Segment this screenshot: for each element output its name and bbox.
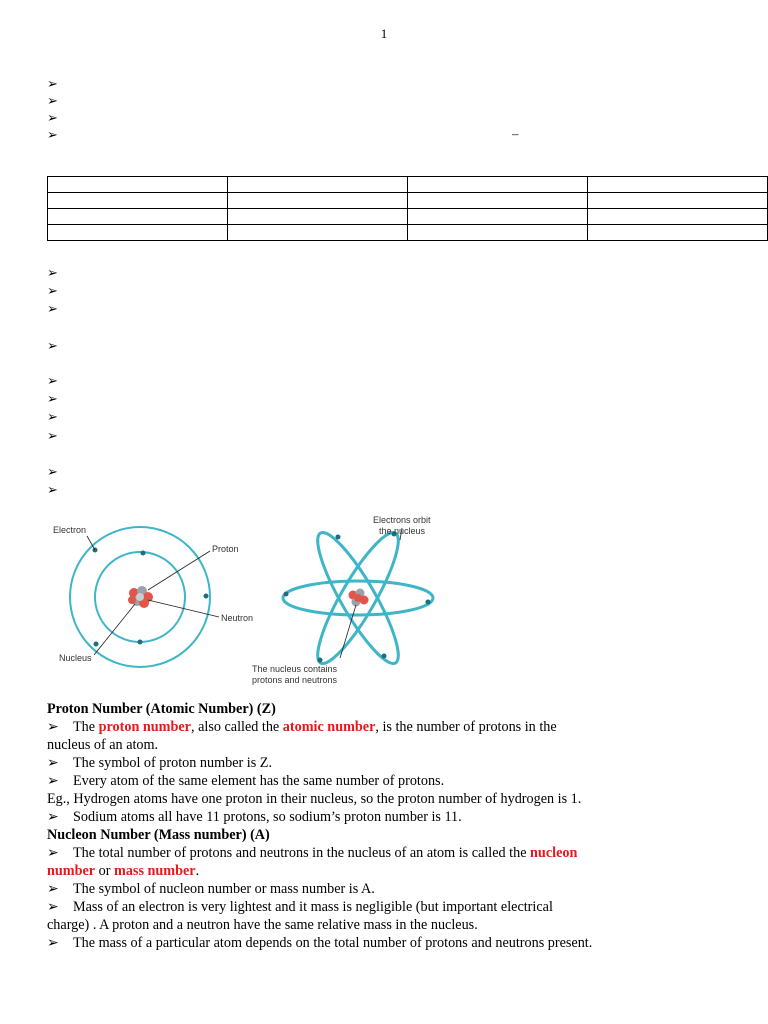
nucleon-para-2 [47, 880, 747, 898]
proton-para-4: Eg., Hydrogen atoms have one proton in their nucleus, so the proton number of hydrogen is 1. [47, 791, 582, 807]
text: , is the number of protons in the [375, 719, 557, 735]
text: The total number of protons and neutrons in the nucleus of an atom is called the [73, 845, 531, 861]
bullet-arrow: ➢ [47, 110, 58, 125]
empty-table [47, 176, 768, 241]
proton-para-3 [47, 772, 747, 790]
bullet-arrow: ➢ [47, 338, 58, 353]
bohr-model [53, 525, 253, 667]
bullet-arrow: ➢ [47, 719, 59, 735]
nucleon-heading: Nucleon Number (Mass number) (A) [47, 827, 270, 843]
bullet-arrow: ➢ [47, 482, 58, 497]
proton-para-2 [47, 754, 747, 772]
keyword-mass-number: mass number [114, 863, 196, 879]
bullet-arrow: ➢ [47, 409, 58, 424]
bullet-arrow: ➢ [47, 464, 58, 479]
bullet-arrow: ➢ [47, 265, 58, 280]
bullet-arrow: ➢ [47, 391, 58, 406]
proton-heading: Proton Number (Atomic Number) (Z) [47, 701, 276, 717]
label-contains-2: protons and neutrons [252, 675, 338, 685]
keyword-atomic-number: atomic number [282, 719, 376, 735]
proton-para-1-cont: nucleus of an atom. [47, 737, 159, 753]
label-contains-1: The nucleus contains [252, 664, 338, 674]
bullet-arrow: ➢ [47, 93, 58, 108]
table-row [48, 209, 768, 225]
bullet-arrow: ➢ [47, 809, 59, 825]
bullet-arrow: ➢ [47, 845, 59, 861]
text: . [195, 863, 200, 879]
bullet-arrow: ➢ [47, 283, 58, 298]
keyword-number: number [47, 863, 96, 879]
text: Mass of an electron is very lightest and it mass is negligible (but important electrical [73, 899, 553, 915]
nucleon-para-3 [47, 898, 747, 916]
table-row [48, 177, 768, 193]
keyword-proton-number: proton number [98, 719, 191, 735]
text: The mass of a particular atom depends on the total number of protons and neutrons present. [73, 935, 593, 951]
label-orbit-1: Electrons orbit [373, 515, 431, 525]
proton-para-5 [47, 808, 747, 826]
bullet-arrow: ➢ [47, 76, 58, 91]
orbital-model [252, 515, 433, 685]
nucleus-icon [349, 589, 369, 607]
text: , also called the [190, 719, 283, 735]
nucleon-para-3-cont: charge) . A proton and a neutron have the same relative mass in the nucleus. [47, 917, 478, 933]
atom-diagram [40, 510, 460, 690]
bullet-arrow: ➢ [47, 755, 59, 771]
text: or [95, 863, 115, 879]
label-nucleus: Nucleus [59, 653, 92, 663]
text: The symbol of proton number is Z. [73, 755, 272, 771]
table-row [48, 193, 768, 209]
text: Every atom of the same element has the same number of protons. [73, 773, 445, 789]
nucleon-para-1-cont [47, 862, 747, 880]
proton-para-1 [47, 718, 747, 736]
label-proton: Proton [212, 544, 239, 554]
bullet-arrow: ➢ [47, 301, 58, 316]
bullet-arrow: ➢ [47, 881, 59, 897]
nucleon-para-1 [47, 844, 747, 862]
page-number: 1 [380, 26, 388, 41]
text-body [47, 700, 747, 952]
table-row [48, 225, 768, 241]
bullet-arrow: ➢ [47, 373, 58, 388]
label-orbit-2: the nucleus [379, 526, 426, 536]
bullet-arrow: ➢ [47, 935, 59, 951]
bullet-arrow: ➢ [47, 899, 59, 915]
keyword-nucleon: nucleon [530, 845, 578, 861]
bullet-arrow: ➢ [47, 127, 58, 142]
text: Sodium atoms all have 11 protons, so sodium’s proton number is 11. [73, 809, 462, 825]
dash-mark: – [512, 126, 519, 141]
bullet-arrow: ➢ [47, 773, 59, 789]
bullet-arrow: ➢ [47, 428, 58, 443]
text: The [73, 719, 99, 735]
label-neutron: Neutron [221, 613, 254, 623]
nucleon-para-4 [47, 934, 747, 952]
text: The symbol of nucleon number or mass number is A. [73, 881, 375, 897]
label-electron: Electron [53, 525, 87, 535]
